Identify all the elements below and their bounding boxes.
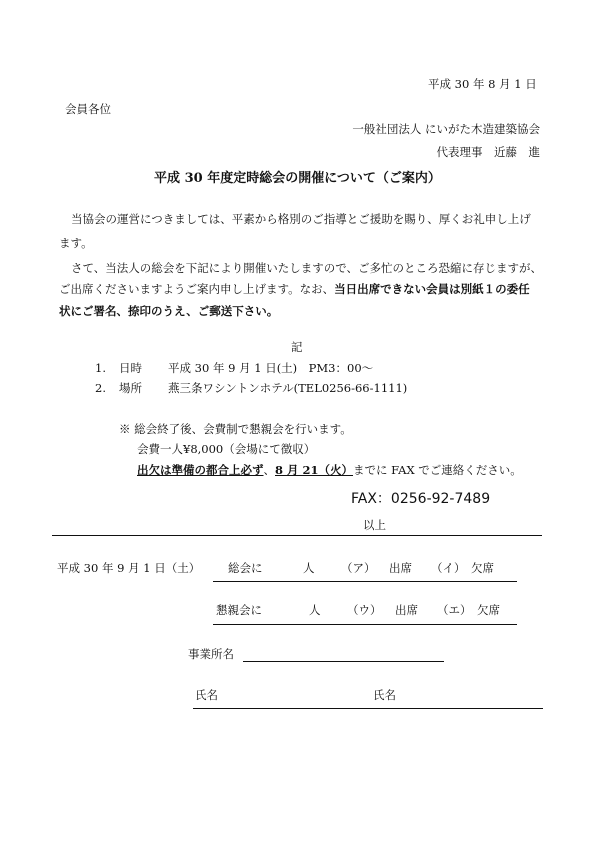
- reply-row-general-meeting: [228, 560, 494, 576]
- section-divider: [52, 535, 542, 536]
- body-paragraph-1-cont: ます。: [59, 236, 93, 250]
- document-date: 平成 30 年 8 月 1 日: [428, 77, 537, 91]
- organization: 一般社団法人 にいがた木造建築協会: [352, 122, 540, 136]
- opt-b: （イ）: [431, 561, 466, 575]
- rsvp-rest: までに FAX でご連絡ください。: [353, 463, 522, 477]
- row-unit: 人: [303, 561, 315, 575]
- row-unit: 人: [309, 603, 321, 617]
- reply-row2-line: [213, 624, 517, 625]
- opt-a-text: 出席: [389, 561, 412, 575]
- ijou-label: 以上: [363, 518, 386, 532]
- item-num: 1.: [95, 361, 106, 375]
- name-label-2: 氏名: [373, 688, 396, 702]
- name-field[interactable]: [193, 708, 543, 709]
- item-datetime: [95, 360, 373, 376]
- page-title: 平成 30 年度定時総会の開催について（ご案内）: [154, 171, 441, 186]
- rsvp-deadline: [137, 462, 522, 478]
- reply-row1-line: [213, 581, 517, 582]
- opt-c: （ウ）: [347, 603, 382, 617]
- opt-a: （ア）: [341, 561, 376, 575]
- proxy-notice: 当日出席できない会員は別紙１の委任: [334, 282, 530, 296]
- body-paragraph-2-line2: [59, 281, 530, 297]
- signatory: 代表理事 近藤 進: [436, 145, 540, 159]
- reply-row-reception: [216, 602, 500, 618]
- ki-label: 記: [291, 340, 303, 354]
- fax-number: FAX：0256-92-7489: [351, 491, 491, 507]
- body-paragraph-1: 当協会の運営につきましては、平素から格別のご指導とご援助を賜り、厚くお礼申し上げ: [71, 212, 531, 226]
- item-label: 場所: [119, 381, 142, 395]
- item-value: 燕三条ワシントンホテル(TEL0256-66-1111): [168, 381, 408, 395]
- item-venue: [95, 380, 407, 396]
- item-value: 平成 30 年 9 月 1 日(土) PM3：00～: [168, 361, 374, 375]
- name-label-1: 氏名: [195, 688, 218, 702]
- office-name-field[interactable]: [243, 661, 444, 662]
- rsvp-date: 8 月 21（火）: [275, 463, 354, 477]
- opt-b-text: 欠席: [471, 561, 494, 575]
- reception-note: ※ 総会終了後、会費制で懇親会を行います。: [119, 422, 352, 436]
- proxy-notice-cont: 状にご署名、捺印のうえ、ご郵送下さい。: [59, 304, 279, 318]
- reception-fee: 会費一人¥8,000（会場にて徴収）: [137, 442, 316, 456]
- opt-c-text: 出席: [395, 603, 418, 617]
- item-label: 日時: [119, 361, 142, 375]
- reply-date: 平成 30 年 9 月 1 日（土）: [57, 561, 201, 575]
- body-paragraph-2-normal: ご出席くださいますようご案内申し上げます。なお、: [59, 282, 335, 296]
- rsvp-required: 出欠は準備の都合上必ず: [137, 463, 264, 477]
- rsvp-sep: 、: [263, 463, 275, 477]
- office-name-label: 事業所名: [188, 647, 234, 661]
- recipient: 会員各位: [65, 102, 111, 116]
- body-paragraph-2: さて、当法人の総会を下記により開催いたしますので、ご多忙のところ恐縮に存じますが、: [71, 261, 543, 275]
- opt-d: （エ）: [437, 603, 472, 617]
- opt-d-text: 欠席: [477, 603, 500, 617]
- row-label: 懇親会に: [216, 603, 262, 617]
- item-num: 2.: [95, 381, 106, 395]
- row-label: 総会に: [228, 561, 263, 575]
